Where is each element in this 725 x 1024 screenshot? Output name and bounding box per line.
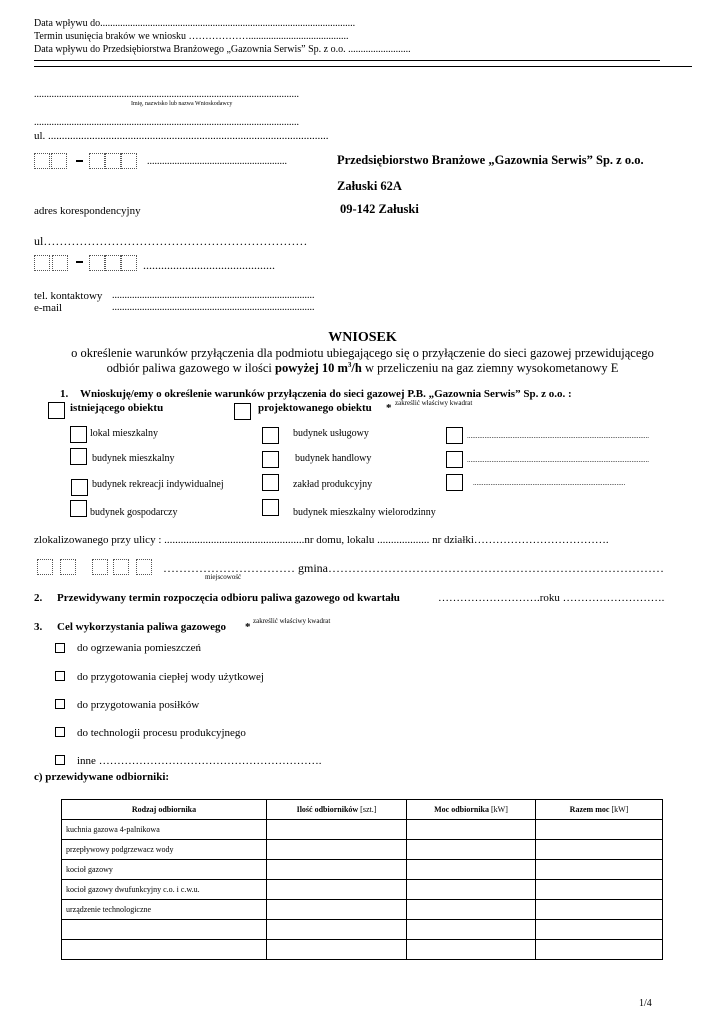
title-text: w przeliczeniu na gaz ziemny wysokometanowy E <box>361 361 619 376</box>
table-row <box>62 900 663 920</box>
device-total-power-cell[interactable] <box>536 840 663 860</box>
type-other-field-2[interactable]: ........................................................................................................ <box>467 456 649 464</box>
title-bold-text: powyżej 10 m <box>275 361 348 376</box>
postal-digit-box[interactable] <box>113 559 129 575</box>
type-checkbox-recreation-building[interactable] <box>71 479 88 496</box>
device-power-cell[interactable] <box>407 880 536 900</box>
page-number: 1/4 <box>639 998 652 1009</box>
postal-digit-box[interactable] <box>52 255 68 271</box>
purpose-label-other[interactable]: inne ……………………………………………………. <box>77 755 322 767</box>
device-total-power-cell[interactable] <box>536 860 663 880</box>
existing-object-checkbox[interactable] <box>48 402 65 419</box>
purpose-label-heating: do ogrzewania pomieszczeń <box>77 642 201 654</box>
column-header-label: Razem moc <box>569 805 610 814</box>
device-power-cell[interactable] <box>407 920 536 940</box>
header-received-date[interactable]: Data wpływu do...................................................................................................... <box>34 18 356 29</box>
column-header-count <box>267 800 407 820</box>
section1-star: * <box>386 402 392 414</box>
device-count-cell[interactable] <box>267 860 407 880</box>
type-checkbox-service-building[interactable] <box>262 427 279 444</box>
table-row <box>62 820 663 840</box>
table-header-row <box>62 800 663 820</box>
postal-digit-box[interactable] <box>89 255 105 271</box>
postal-digit-box[interactable] <box>34 255 50 271</box>
column-header-label: Rodzaj odbiornika <box>131 805 197 814</box>
section2-text: Przewidywany termin rozpoczęcia odbioru paliwa gazowego od kwartału <box>57 592 400 604</box>
header-company-received-date[interactable]: Data wpływu do Przedsiębiorstwa Branżowego „Gazownia Serwis” Sp. z o.o. ......................... <box>34 44 411 55</box>
type-label-multifamily-building: budynek mieszkalny wielorodzinny <box>293 507 436 518</box>
email-label: e-mail <box>34 302 63 314</box>
devices-table <box>61 799 663 960</box>
type-checkbox-multifamily-building[interactable] <box>262 499 279 516</box>
device-count-cell[interactable] <box>267 840 407 860</box>
postal-digit-box[interactable] <box>37 559 53 575</box>
column-header-unit: [szt.] <box>360 805 377 814</box>
postal-digit-box[interactable] <box>51 153 67 169</box>
applicant-second-line-field[interactable]: .......................................................................................................... <box>34 117 299 128</box>
type-checkbox-other-2[interactable] <box>446 451 463 468</box>
column-header-total-power <box>536 800 663 820</box>
type-label-residential-building: budynek mieszkalny <box>92 453 175 464</box>
correspondence-label: adres korespondencyjny <box>34 205 141 217</box>
device-count-cell[interactable] <box>267 880 407 900</box>
title-description-line2 <box>0 361 725 376</box>
device-type-cell: przepływowy podgrzewacz wody <box>62 840 267 860</box>
postal-digit-box[interactable] <box>34 153 50 169</box>
type-other-field-3[interactable]: ....................................................................................... <box>473 479 626 487</box>
device-count-cell[interactable] <box>267 920 407 940</box>
postal-digit-box[interactable] <box>121 153 137 169</box>
purpose-checkbox-other[interactable] <box>55 755 65 765</box>
location-commune-line[interactable]: …………………………… gmina………………………………………………………………………… <box>163 561 664 575</box>
applicant-street-field[interactable]: ul. ...................................................................................................... <box>34 130 329 142</box>
section2-number: 2. <box>34 592 43 604</box>
column-header-power <box>407 800 536 820</box>
recipient-name: Przedsiębiorstwo Branżowe „Gazownia Serwis” Sp. z o.o. <box>337 153 644 167</box>
devices-heading: c) przewidywane odbiorniki: <box>34 771 170 783</box>
device-type-cell[interactable] <box>62 940 267 960</box>
applicant-city-field[interactable]: ........................................................ <box>147 156 287 167</box>
device-type-cell: kocioł gazowy dwufunkcyjny c.o. i c.w.u. <box>62 880 267 900</box>
device-type-cell: kocioł gazowy <box>62 860 267 880</box>
postal-digit-box[interactable] <box>89 153 105 169</box>
table-row <box>62 920 663 940</box>
phone-label: tel. kontaktowy <box>34 290 103 302</box>
type-label-recreation-building: budynek rekreacji indywidualnej <box>92 479 224 490</box>
postal-digit-box[interactable] <box>121 255 137 271</box>
existing-object-label: istniejącego obiektu <box>70 402 164 414</box>
purpose-label-hot-water: do przygotowania ciepłej wody użytkowej <box>77 671 264 683</box>
start-quarter-field[interactable]: ……………………….roku ………………………. <box>438 592 665 604</box>
header-divider-thick <box>34 66 692 67</box>
table-row <box>62 940 663 960</box>
device-total-power-cell[interactable] <box>536 900 663 920</box>
device-total-power-cell[interactable] <box>536 920 663 940</box>
planned-object-label: projektowanego obiektu <box>258 402 372 414</box>
postal-digit-box[interactable] <box>136 559 152 575</box>
device-power-cell[interactable] <box>407 900 536 920</box>
section1-star-note: zakreślić właściwy kwadrat <box>395 399 473 407</box>
type-checkbox-residential-unit[interactable] <box>70 426 87 443</box>
device-total-power-cell[interactable] <box>536 820 663 840</box>
postal-digit-box[interactable] <box>92 559 108 575</box>
device-type-cell: urządzenie technologiczne <box>62 900 267 920</box>
page-title: WNIOSEK <box>328 330 397 345</box>
title-superscript: 3 <box>347 361 352 369</box>
device-power-cell[interactable] <box>407 820 536 840</box>
section3-star: * <box>245 621 251 633</box>
header-divider <box>34 60 660 61</box>
planned-object-checkbox[interactable] <box>234 403 251 420</box>
table-row <box>62 860 663 880</box>
device-count-cell[interactable] <box>267 940 407 960</box>
correspondence-street-field[interactable]: ul………………………………………………………… <box>34 234 308 248</box>
purpose-checkbox-hot-water[interactable] <box>55 671 65 681</box>
postal-digit-box[interactable] <box>60 559 76 575</box>
column-header-label: Moc odbiornika <box>434 805 489 814</box>
town-caption: miejscowość <box>205 573 242 581</box>
title-bold-text: /h <box>351 361 362 376</box>
email-field[interactable]: ................................................................................. <box>112 302 315 313</box>
purpose-label-cooking: do przygotowania posiłków <box>77 699 200 711</box>
table-row <box>62 840 663 860</box>
table-row <box>62 880 663 900</box>
purpose-checkbox-heating[interactable] <box>55 643 65 653</box>
title-description-line1: o określenie warunków przyłączenia dla podmiotu ubiegającego się o przyłączenie do sieci gazowej przewidującego <box>71 346 654 360</box>
purpose-checkbox-production[interactable] <box>55 727 65 737</box>
type-checkbox-production-plant[interactable] <box>262 474 279 491</box>
device-count-cell[interactable] <box>267 900 407 920</box>
postal-dash <box>76 160 83 162</box>
device-total-power-cell[interactable] <box>536 940 663 960</box>
type-label-residential-unit: lokal mieszkalny <box>90 428 159 439</box>
device-type-cell: kuchnia gazowa 4-palnikowa <box>62 820 267 840</box>
column-header-device-type <box>62 800 267 820</box>
type-checkbox-residential-building[interactable] <box>70 448 87 465</box>
postal-dash <box>76 261 83 263</box>
location-street-line[interactable]: zlokalizowanego przy ulicy : ...................................................nr domu, lokalu ................... nr działki………………………………. <box>34 534 609 546</box>
correspondence-city-field[interactable]: ............................................ <box>143 258 275 272</box>
device-power-cell[interactable] <box>407 860 536 880</box>
recipient-street: Załuski 62A <box>337 179 402 193</box>
postal-digit-box[interactable] <box>105 153 121 169</box>
section3-number: 3. <box>34 621 43 633</box>
type-label-retail-building: budynek handlowy <box>295 453 372 464</box>
header-deficiency-deadline[interactable]: Termin usunięcia braków we wniosku ………………........................................ <box>34 31 349 42</box>
column-header-label: Ilość odbiorników <box>296 805 359 814</box>
device-count-cell[interactable] <box>267 820 407 840</box>
device-type-cell[interactable] <box>62 920 267 940</box>
type-checkbox-other-3[interactable] <box>446 474 463 491</box>
type-checkbox-retail-building[interactable] <box>262 451 279 468</box>
purpose-label-production: do technologii procesu produkcyjnego <box>77 727 246 739</box>
purpose-checkbox-cooking[interactable] <box>55 699 65 709</box>
type-checkbox-farm-building[interactable] <box>70 500 87 517</box>
applicant-name-caption: Imię, nazwisko lub nazwa Wnioskodawcy <box>131 101 233 107</box>
section1-number: 1. <box>60 388 69 400</box>
section3-text: Cel wykorzystania paliwa gazowego <box>57 621 226 633</box>
section1-text: Wnioskuję/emy o określenie warunków przyłączenia do sieci gazowej P.B. „Gazownia Serwis” Sp. z o.o. : <box>80 388 572 400</box>
device-power-cell[interactable] <box>407 840 536 860</box>
phone-field[interactable]: ................................................................................. <box>112 290 315 301</box>
title-text: odbiór paliwa gazowego w ilości <box>106 361 275 376</box>
column-header-unit: [kW] <box>491 805 508 814</box>
type-label-production-plant: zakład produkcyjny <box>293 479 373 490</box>
type-checkbox-other-1[interactable] <box>446 427 463 444</box>
section3-star-note: zakreślić właściwy kwadrat <box>253 617 331 625</box>
recipient-city: 09-142 Załuski <box>340 202 419 216</box>
type-label-service-building: budynek usługowy <box>293 428 369 439</box>
applicant-name-field[interactable]: .......................................................................................................... <box>34 89 299 100</box>
type-label-farm-building: budynek gospodarczy <box>90 507 178 518</box>
device-power-cell[interactable] <box>407 940 536 960</box>
type-other-field-1[interactable]: ........................................................................................................ <box>467 432 649 440</box>
device-total-power-cell[interactable] <box>536 880 663 900</box>
column-header-unit: [kW] <box>611 805 629 814</box>
postal-digit-box[interactable] <box>105 255 121 271</box>
